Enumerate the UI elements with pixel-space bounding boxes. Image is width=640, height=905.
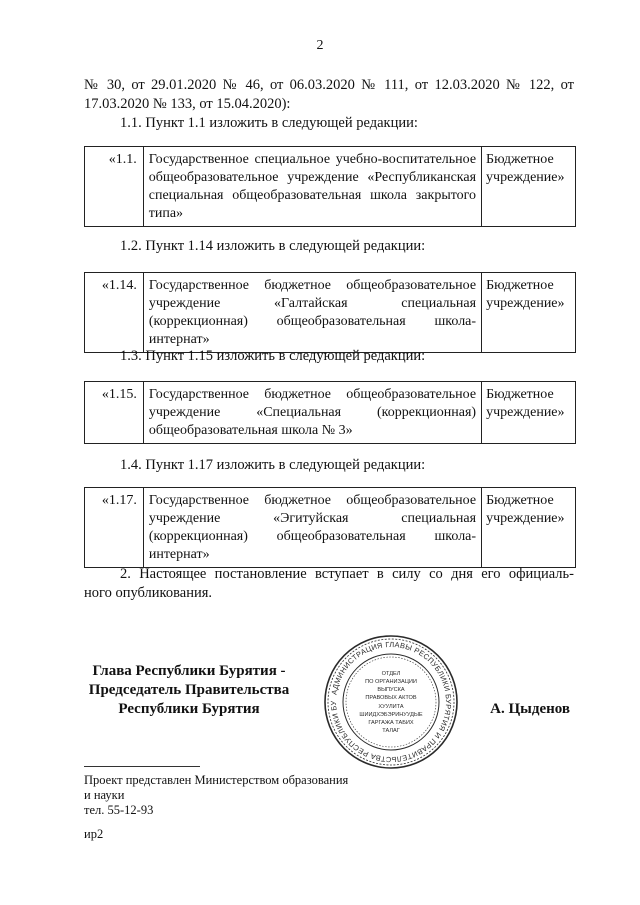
seal-inner-line: ПО ОРГАНИЗАЦИИ xyxy=(365,679,417,685)
clause-2-line-1: 2. Настоящее постановление вступает в силу со дня его официаль- xyxy=(120,566,574,582)
signatory-title-line-2: Председатель Правительства xyxy=(88,682,290,698)
seal-inner-line: ОТДЕЛ xyxy=(381,671,401,677)
seal-inner-line: ШИИДХЭБЭРИНУУДЫЕ xyxy=(359,712,423,718)
footer-line-2: и науки xyxy=(84,788,125,802)
signatory-title xyxy=(84,662,294,719)
footer-divider xyxy=(84,766,200,767)
item-4-type: Бюджетное учреждение» xyxy=(482,488,576,568)
seal-inner-line: ХУУЛИТА xyxy=(378,704,404,710)
page-number: 2 xyxy=(316,38,324,53)
item-3-institution: Государственное бюджетное общеобразовательное учреждение «Специальная (коррекционная) общеобразовательная школа № 3» xyxy=(143,382,481,444)
table-row xyxy=(85,147,576,227)
seal-stamp-icon xyxy=(322,633,460,771)
seal-inner-line: ВЫПУСКА xyxy=(377,687,405,693)
seal-outer-text: АДМИНИСТРАЦИЯ ГЛАВЫ РЕСПУБЛИКИ БУРЯТИЯ И ПРАВИТЕЛЬСТВА РЕСПУБЛИКИ БУ xyxy=(328,639,454,765)
item-3-type: Бюджетное учреждение» xyxy=(482,382,576,444)
item-3-table xyxy=(84,381,576,444)
item-1-heading: 1.1. Пункт 1.1 изложить в следующей редакции: xyxy=(120,115,418,131)
item-1-institution: Государственное специальное учебно-воспитательное общеобразовательное учреждение «Республиканская специальная общеобразовательная школа закрытого типа» xyxy=(143,147,481,227)
item-2-heading: 1.2. Пункт 1.14 изложить в следующей редакции: xyxy=(120,238,426,254)
footer-phone: тел. 55-12-93 xyxy=(84,803,154,817)
item-2-type: Бюджетное учреждение» xyxy=(482,273,576,353)
item-1-number: «1.1. xyxy=(85,147,144,227)
item-4-heading: 1.4. Пункт 1.17 изложить в следующей редакции: xyxy=(120,457,426,473)
item-1-type: Бюджетное учреждение» xyxy=(482,147,576,227)
signatory-name: А. Цыденов xyxy=(490,701,570,717)
footer-line-1: Проект представлен Министерством образования xyxy=(84,773,349,787)
item-3-heading: 1.3. Пункт 1.15 изложить в следующей редакции: xyxy=(120,348,426,364)
item-1-table xyxy=(84,146,576,227)
item-2-table xyxy=(84,272,576,353)
intro-line-1: № 30, от 29.01.2020 № 46, от 06.03.2020 № 111, от 12.03.2020 № 122, от xyxy=(84,77,574,93)
item-4-institution: Государственное бюджетное общеобразовательное учреждение «Эгитуйская специальная (коррекционная) общеобразовательная школа-интернат» xyxy=(143,488,481,568)
clause-2-line-2: ного опубликования. xyxy=(84,585,213,601)
item-2-institution: Государственное бюджетное общеобразовательное учреждение «Галтайская специальная (коррекционная) общеобразовательная школа-интернат» xyxy=(143,273,481,353)
seal-inner-line: ГАРГАЖА ТАБИХ xyxy=(368,720,414,726)
table-row xyxy=(85,488,576,568)
signatory-title-line-1: Глава Республики Бурятия - xyxy=(92,663,286,679)
official-seal xyxy=(322,633,460,771)
table-row xyxy=(85,382,576,444)
table-row xyxy=(85,273,576,353)
intro-line-2: 17.03.2020 № 133, от 15.04.2020): xyxy=(84,96,291,112)
item-4-table xyxy=(84,487,576,568)
item-4-number: «1.17. xyxy=(85,488,144,568)
seal-inner-line: ТАЛАГ xyxy=(382,728,400,734)
item-3-number: «1.15. xyxy=(85,382,144,444)
seal-inner-line: ПРАВОВЫХ АКТОВ xyxy=(365,695,417,701)
signatory-title-line-3: Республики Бурятия xyxy=(118,701,260,717)
item-2-number: «1.14. xyxy=(85,273,144,353)
footer-code: ир2 xyxy=(84,827,104,841)
